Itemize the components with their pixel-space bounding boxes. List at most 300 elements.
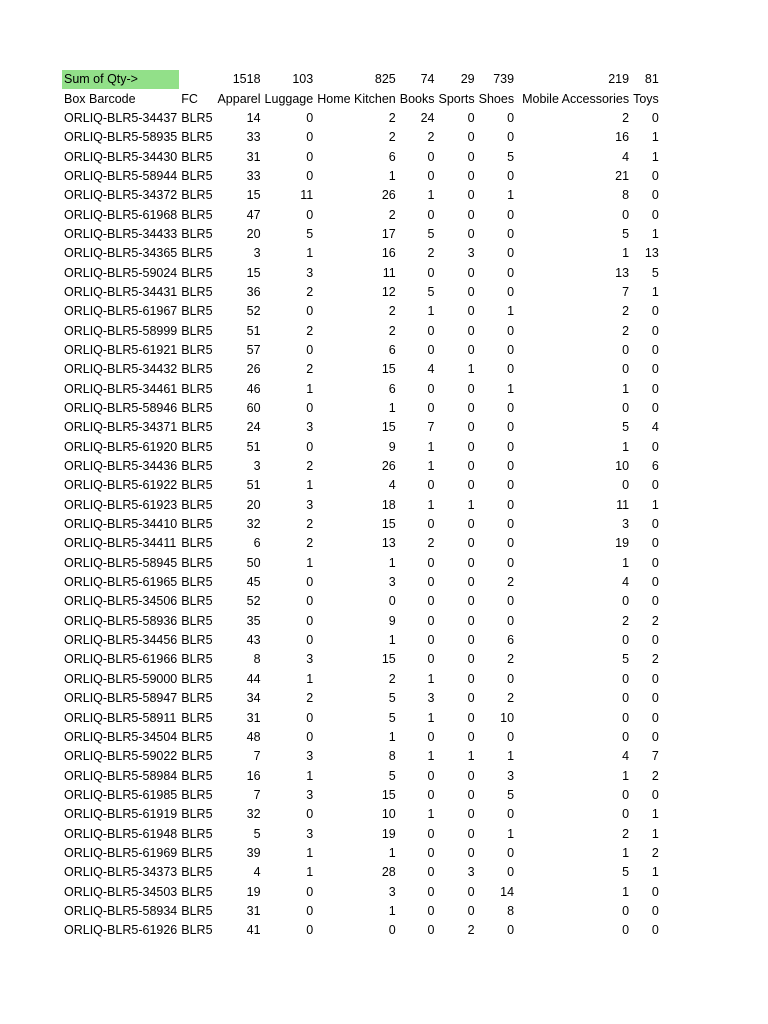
cell-apparel[interactable]: 7 [253, 787, 261, 802]
cell-home-kitchen[interactable]: 11 [382, 265, 396, 280]
cell-home-kitchen[interactable]: 10 [381, 807, 396, 822]
cell-mobile-accessories[interactable]: 5 [622, 865, 630, 880]
cell-toys[interactable]: 0 [651, 323, 659, 338]
cell-books[interactable]: 0 [427, 401, 435, 416]
cell-shoes[interactable]: 0 [507, 342, 515, 357]
cell-box-barcode[interactable]: ORLIQ-BLR5-34372 [64, 188, 178, 203]
cell-books[interactable]: 2 [427, 246, 435, 261]
cell-apparel[interactable]: 24 [246, 420, 261, 435]
cell-luggage[interactable]: 0 [306, 149, 314, 164]
cell-toys[interactable]: 1 [651, 807, 659, 822]
cell-mobile-accessories[interactable]: 1 [622, 555, 630, 570]
cell-fc[interactable]: BLR5 [181, 633, 213, 648]
cell-sports[interactable]: 0 [467, 226, 475, 241]
cell-fc[interactable]: BLR5 [181, 149, 213, 164]
cell-apparel[interactable]: 8 [253, 652, 261, 667]
cell-box-barcode[interactable]: ORLIQ-BLR5-61922 [64, 478, 178, 493]
cell-fc[interactable]: BLR5 [181, 517, 213, 532]
cell-box-barcode[interactable]: ORLIQ-BLR5-61948 [64, 826, 178, 841]
cell-box-barcode[interactable]: ORLIQ-BLR5-34365 [64, 246, 178, 261]
cell-home-kitchen[interactable]: 1 [388, 729, 396, 744]
cell-toys[interactable]: 2 [651, 845, 659, 860]
cell-fc[interactable]: BLR5 [181, 226, 213, 241]
cell-toys[interactable]: 6 [651, 459, 659, 474]
cell-fc[interactable]: BLR5 [181, 787, 213, 802]
header-books[interactable]: Books [399, 91, 435, 106]
cell-home-kitchen[interactable]: 0 [388, 594, 396, 609]
cell-home-kitchen[interactable]: 2 [388, 323, 396, 338]
cell-toys[interactable]: 2 [651, 652, 659, 667]
cell-shoes[interactable]: 0 [507, 226, 515, 241]
cell-shoes[interactable]: 10 [500, 710, 515, 725]
cell-fc[interactable]: BLR5 [181, 613, 213, 628]
cell-books[interactable]: 1 [427, 188, 435, 203]
cell-mobile-accessories[interactable]: 1 [622, 246, 630, 261]
cell-box-barcode[interactable]: ORLIQ-BLR5-58911 [64, 710, 177, 725]
cell-home-kitchen[interactable]: 1 [388, 845, 396, 860]
cell-luggage[interactable]: 2 [306, 284, 314, 299]
cell-luggage[interactable]: 0 [306, 304, 314, 319]
cell-luggage[interactable]: 1 [306, 381, 314, 396]
cell-fc[interactable]: BLR5 [181, 826, 213, 841]
cell-apparel[interactable]: 36 [246, 284, 261, 299]
cell-books[interactable]: 0 [427, 613, 435, 628]
cell-home-kitchen[interactable]: 5 [388, 768, 396, 783]
cell-shoes[interactable]: 3 [507, 768, 515, 783]
cell-home-kitchen[interactable]: 15 [381, 652, 396, 667]
total-luggage[interactable]: 103 [292, 72, 314, 87]
cell-luggage[interactable]: 2 [306, 517, 314, 532]
cell-shoes[interactable]: 0 [507, 536, 515, 551]
cell-luggage[interactable]: 0 [306, 439, 314, 454]
cell-box-barcode[interactable]: ORLIQ-BLR5-34456 [64, 633, 178, 648]
cell-toys[interactable]: 4 [651, 420, 659, 435]
cell-apparel[interactable]: 26 [246, 362, 261, 377]
cell-toys[interactable]: 0 [651, 923, 659, 938]
cell-shoes[interactable]: 1 [507, 749, 515, 764]
cell-mobile-accessories[interactable]: 0 [622, 594, 630, 609]
cell-luggage[interactable]: 2 [306, 536, 314, 551]
cell-shoes[interactable]: 0 [507, 130, 515, 145]
cell-box-barcode[interactable]: ORLIQ-BLR5-61965 [64, 575, 178, 590]
cell-box-barcode[interactable]: ORLIQ-BLR5-34411 [64, 536, 177, 551]
cell-shoes[interactable]: 0 [507, 284, 515, 299]
cell-luggage[interactable]: 0 [306, 729, 314, 744]
cell-books[interactable]: 0 [427, 575, 435, 590]
cell-books[interactable]: 0 [427, 923, 435, 938]
total-toys[interactable]: 81 [644, 72, 659, 87]
cell-home-kitchen[interactable]: 5 [388, 710, 396, 725]
cell-sports[interactable]: 0 [467, 381, 475, 396]
cell-fc[interactable]: BLR5 [181, 671, 213, 686]
cell-home-kitchen[interactable]: 1 [388, 903, 396, 918]
cell-apparel[interactable]: 51 [246, 323, 261, 338]
cell-sports[interactable]: 0 [467, 420, 475, 435]
cell-shoes[interactable]: 0 [507, 401, 515, 416]
total-home-kitchen[interactable]: 825 [374, 72, 396, 87]
cell-home-kitchen[interactable]: 9 [388, 439, 396, 454]
cell-books[interactable]: 0 [427, 594, 435, 609]
cell-sports[interactable]: 1 [467, 362, 475, 377]
cell-toys[interactable]: 1 [651, 826, 659, 841]
cell-shoes[interactable]: 2 [507, 691, 515, 706]
cell-box-barcode[interactable]: ORLIQ-BLR5-61920 [64, 439, 178, 454]
cell-toys[interactable]: 0 [651, 381, 659, 396]
cell-fc[interactable]: BLR5 [181, 420, 213, 435]
cell-apparel[interactable]: 52 [246, 304, 261, 319]
cell-home-kitchen[interactable]: 0 [388, 923, 396, 938]
cell-mobile-accessories[interactable]: 13 [615, 265, 630, 280]
header-sports[interactable]: Sports [438, 91, 475, 106]
cell-apparel[interactable]: 33 [246, 168, 261, 183]
cell-shoes[interactable]: 0 [507, 555, 515, 570]
cell-shoes[interactable]: 0 [507, 265, 515, 280]
cell-books[interactable]: 2 [427, 536, 435, 551]
cell-box-barcode[interactable]: ORLIQ-BLR5-61985 [64, 787, 178, 802]
cell-sports[interactable]: 0 [467, 729, 475, 744]
cell-home-kitchen[interactable]: 18 [381, 497, 396, 512]
cell-fc[interactable]: BLR5 [181, 246, 213, 261]
cell-shoes[interactable]: 8 [507, 903, 515, 918]
header-shoes[interactable]: Shoes [478, 91, 515, 106]
cell-sports[interactable]: 0 [467, 323, 475, 338]
cell-box-barcode[interactable]: ORLIQ-BLR5-34437 [64, 110, 178, 125]
cell-mobile-accessories[interactable]: 19 [615, 536, 630, 551]
cell-luggage[interactable]: 0 [306, 207, 314, 222]
cell-luggage[interactable]: 0 [306, 633, 314, 648]
cell-luggage[interactable]: 3 [306, 497, 314, 512]
cell-mobile-accessories[interactable]: 0 [622, 401, 630, 416]
cell-luggage[interactable]: 1 [306, 478, 314, 493]
cell-home-kitchen[interactable]: 1 [388, 633, 396, 648]
cell-books[interactable]: 1 [427, 807, 435, 822]
cell-toys[interactable]: 5 [651, 265, 659, 280]
cell-apparel[interactable]: 33 [246, 130, 261, 145]
cell-home-kitchen[interactable]: 19 [381, 826, 396, 841]
cell-sports[interactable]: 0 [467, 439, 475, 454]
cell-books[interactable]: 0 [427, 555, 435, 570]
cell-home-kitchen[interactable]: 8 [388, 749, 396, 764]
cell-fc[interactable]: BLR5 [181, 207, 213, 222]
cell-home-kitchen[interactable]: 2 [388, 671, 396, 686]
cell-sports[interactable]: 0 [467, 478, 475, 493]
cell-mobile-accessories[interactable]: 2 [622, 826, 630, 841]
cell-sports[interactable]: 0 [467, 517, 475, 532]
cell-luggage[interactable]: 3 [306, 826, 314, 841]
cell-shoes[interactable]: 14 [500, 884, 515, 899]
cell-mobile-accessories[interactable]: 16 [615, 130, 630, 145]
cell-box-barcode[interactable]: ORLIQ-BLR5-34410 [64, 517, 178, 532]
cell-toys[interactable]: 0 [651, 710, 659, 725]
cell-home-kitchen[interactable]: 6 [388, 342, 396, 357]
cell-box-barcode[interactable]: ORLIQ-BLR5-58934 [64, 903, 178, 918]
cell-luggage[interactable]: 3 [306, 787, 314, 802]
cell-apparel[interactable]: 16 [246, 768, 261, 783]
cell-apparel[interactable]: 3 [253, 459, 261, 474]
cell-home-kitchen[interactable]: 17 [381, 226, 396, 241]
cell-box-barcode[interactable]: ORLIQ-BLR5-61921 [64, 342, 178, 357]
cell-luggage[interactable]: 0 [306, 401, 314, 416]
cell-sports[interactable]: 1 [467, 749, 475, 764]
cell-shoes[interactable]: 0 [507, 729, 515, 744]
cell-shoes[interactable]: 1 [507, 304, 515, 319]
cell-box-barcode[interactable]: ORLIQ-BLR5-61926 [64, 923, 178, 938]
cell-luggage[interactable]: 1 [306, 671, 314, 686]
cell-shoes[interactable]: 0 [507, 671, 515, 686]
cell-toys[interactable]: 0 [651, 903, 659, 918]
cell-fc[interactable]: BLR5 [181, 729, 213, 744]
cell-toys[interactable]: 7 [651, 749, 659, 764]
cell-apparel[interactable]: 5 [253, 826, 261, 841]
cell-mobile-accessories[interactable]: 8 [622, 188, 630, 203]
cell-home-kitchen[interactable]: 4 [388, 478, 396, 493]
cell-sports[interactable]: 0 [467, 459, 475, 474]
cell-apparel[interactable]: 20 [246, 226, 261, 241]
cell-fc[interactable]: BLR5 [181, 497, 213, 512]
cell-sports[interactable]: 0 [467, 168, 475, 183]
cell-home-kitchen[interactable]: 26 [381, 459, 396, 474]
cell-apparel[interactable]: 43 [246, 633, 261, 648]
cell-fc[interactable]: BLR5 [181, 807, 213, 822]
cell-shoes[interactable]: 0 [507, 459, 515, 474]
cell-apparel[interactable]: 48 [246, 729, 261, 744]
cell-apparel[interactable]: 50 [246, 555, 261, 570]
cell-mobile-accessories[interactable]: 2 [622, 323, 630, 338]
total-apparel[interactable]: 1518 [232, 72, 261, 87]
cell-sports[interactable]: 1 [467, 497, 475, 512]
cell-apparel[interactable]: 15 [246, 188, 261, 203]
cell-sports[interactable]: 2 [467, 923, 475, 938]
cell-luggage[interactable]: 0 [306, 710, 314, 725]
cell-home-kitchen[interactable]: 2 [388, 110, 396, 125]
cell-toys[interactable]: 0 [651, 168, 659, 183]
cell-mobile-accessories[interactable]: 4 [622, 575, 630, 590]
header-mobile-accessories[interactable]: Mobile Accessories [522, 91, 630, 106]
cell-home-kitchen[interactable]: 9 [388, 613, 396, 628]
cell-mobile-accessories[interactable]: 0 [622, 691, 630, 706]
cell-fc[interactable]: BLR5 [181, 130, 213, 145]
cell-toys[interactable]: 1 [651, 130, 659, 145]
cell-books[interactable]: 0 [427, 633, 435, 648]
cell-fc[interactable]: BLR5 [181, 536, 213, 551]
cell-books[interactable]: 1 [427, 710, 435, 725]
cell-sports[interactable]: 0 [467, 671, 475, 686]
cell-mobile-accessories[interactable]: 4 [622, 749, 630, 764]
cell-luggage[interactable]: 1 [306, 246, 314, 261]
cell-books[interactable]: 0 [427, 865, 435, 880]
cell-toys[interactable]: 0 [651, 439, 659, 454]
cell-box-barcode[interactable]: ORLIQ-BLR5-59022 [64, 749, 178, 764]
cell-box-barcode[interactable]: ORLIQ-BLR5-58984 [64, 768, 178, 783]
cell-home-kitchen[interactable]: 2 [388, 304, 396, 319]
cell-toys[interactable]: 0 [651, 304, 659, 319]
cell-books[interactable]: 1 [427, 439, 435, 454]
cell-home-kitchen[interactable]: 12 [381, 284, 396, 299]
cell-box-barcode[interactable]: ORLIQ-BLR5-58944 [64, 168, 178, 183]
cell-luggage[interactable]: 2 [306, 459, 314, 474]
cell-box-barcode[interactable]: ORLIQ-BLR5-34433 [64, 226, 178, 241]
cell-shoes[interactable]: 0 [507, 168, 515, 183]
cell-sports[interactable]: 0 [467, 884, 475, 899]
cell-luggage[interactable]: 3 [306, 652, 314, 667]
cell-sports[interactable]: 0 [467, 401, 475, 416]
cell-sports[interactable]: 0 [467, 613, 475, 628]
cell-books[interactable]: 4 [427, 362, 435, 377]
cell-fc[interactable]: BLR5 [181, 652, 213, 667]
cell-shoes[interactable]: 0 [507, 497, 515, 512]
cell-sports[interactable]: 0 [467, 575, 475, 590]
cell-sports[interactable]: 0 [467, 826, 475, 841]
cell-sports[interactable]: 0 [467, 130, 475, 145]
cell-sports[interactable]: 0 [467, 304, 475, 319]
cell-shoes[interactable]: 0 [507, 807, 515, 822]
cell-home-kitchen[interactable]: 3 [388, 575, 396, 590]
cell-luggage[interactable]: 0 [306, 342, 314, 357]
cell-apparel[interactable]: 47 [246, 207, 261, 222]
cell-fc[interactable]: BLR5 [181, 865, 213, 880]
cell-toys[interactable]: 2 [651, 768, 659, 783]
cell-apparel[interactable]: 46 [246, 381, 261, 396]
cell-shoes[interactable]: 0 [507, 207, 515, 222]
cell-mobile-accessories[interactable]: 3 [622, 517, 630, 532]
cell-toys[interactable]: 0 [651, 342, 659, 357]
cell-fc[interactable]: BLR5 [181, 575, 213, 590]
cell-toys[interactable]: 0 [651, 401, 659, 416]
cell-mobile-accessories[interactable]: 0 [622, 671, 630, 686]
cell-sports[interactable]: 0 [467, 903, 475, 918]
cell-toys[interactable]: 0 [651, 787, 659, 802]
cell-box-barcode[interactable]: ORLIQ-BLR5-34504 [64, 729, 178, 744]
header-home-kitchen[interactable]: Home Kitchen [317, 91, 396, 106]
cell-toys[interactable]: 0 [651, 188, 659, 203]
cell-mobile-accessories[interactable]: 1 [622, 381, 630, 396]
cell-books[interactable]: 0 [427, 729, 435, 744]
cell-books[interactable]: 1 [427, 497, 435, 512]
cell-apparel[interactable]: 32 [246, 807, 261, 822]
cell-sports[interactable]: 0 [467, 110, 475, 125]
cell-luggage[interactable]: 2 [306, 362, 314, 377]
cell-home-kitchen[interactable]: 15 [381, 420, 396, 435]
cell-fc[interactable]: BLR5 [181, 381, 213, 396]
cell-home-kitchen[interactable]: 15 [381, 517, 396, 532]
cell-box-barcode[interactable]: ORLIQ-BLR5-58936 [64, 613, 178, 628]
cell-shoes[interactable]: 0 [507, 478, 515, 493]
cell-shoes[interactable]: 5 [507, 149, 515, 164]
cell-box-barcode[interactable]: ORLIQ-BLR5-34373 [64, 865, 178, 880]
cell-box-barcode[interactable]: ORLIQ-BLR5-61967 [64, 304, 178, 319]
cell-luggage[interactable]: 1 [306, 555, 314, 570]
cell-fc[interactable]: BLR5 [181, 401, 213, 416]
cell-luggage[interactable]: 0 [306, 903, 314, 918]
cell-shoes[interactable]: 5 [507, 787, 515, 802]
cell-box-barcode[interactable]: ORLIQ-BLR5-58947 [64, 691, 178, 706]
cell-apparel[interactable]: 45 [246, 575, 261, 590]
cell-home-kitchen[interactable]: 15 [381, 787, 396, 802]
total-books[interactable]: 74 [420, 72, 435, 87]
cell-toys[interactable]: 0 [651, 671, 659, 686]
cell-books[interactable]: 0 [427, 768, 435, 783]
cell-books[interactable]: 2 [427, 130, 435, 145]
cell-mobile-accessories[interactable]: 7 [622, 284, 630, 299]
cell-box-barcode[interactable]: ORLIQ-BLR5-59024 [64, 265, 178, 280]
cell-books[interactable]: 0 [427, 207, 435, 222]
cell-luggage[interactable]: 0 [306, 168, 314, 183]
cell-mobile-accessories[interactable]: 11 [616, 497, 630, 512]
cell-luggage[interactable]: 0 [306, 594, 314, 609]
cell-mobile-accessories[interactable]: 0 [622, 903, 630, 918]
cell-fc[interactable]: BLR5 [181, 923, 213, 938]
cell-books[interactable]: 0 [427, 478, 435, 493]
cell-mobile-accessories[interactable]: 21 [615, 168, 630, 183]
cell-toys[interactable]: 0 [651, 555, 659, 570]
cell-luggage[interactable]: 1 [306, 768, 314, 783]
cell-sports[interactable]: 0 [467, 265, 475, 280]
cell-fc[interactable]: BLR5 [181, 478, 213, 493]
cell-toys[interactable]: 0 [651, 594, 659, 609]
cell-mobile-accessories[interactable]: 0 [622, 807, 630, 822]
cell-home-kitchen[interactable]: 15 [381, 362, 396, 377]
cell-shoes[interactable]: 0 [507, 517, 515, 532]
cell-home-kitchen[interactable]: 1 [388, 168, 396, 183]
cell-luggage[interactable]: 0 [306, 807, 314, 822]
cell-toys[interactable]: 0 [651, 575, 659, 590]
total-shoes[interactable]: 739 [493, 72, 515, 87]
cell-shoes[interactable]: 0 [507, 362, 515, 377]
cell-fc[interactable]: BLR5 [181, 188, 213, 203]
cell-toys[interactable]: 0 [651, 884, 659, 899]
cell-sports[interactable]: 0 [467, 787, 475, 802]
cell-books[interactable]: 0 [427, 342, 435, 357]
cell-luggage[interactable]: 0 [306, 130, 314, 145]
cell-sports[interactable]: 0 [467, 768, 475, 783]
cell-apparel[interactable]: 35 [246, 613, 261, 628]
cell-luggage[interactable]: 0 [306, 110, 314, 125]
cell-apparel[interactable]: 3 [253, 246, 261, 261]
cell-mobile-accessories[interactable]: 0 [622, 478, 630, 493]
cell-toys[interactable]: 0 [651, 362, 659, 377]
cell-fc[interactable]: BLR5 [181, 110, 213, 125]
cell-box-barcode[interactable]: ORLIQ-BLR5-34436 [64, 459, 178, 474]
cell-box-barcode[interactable]: ORLIQ-BLR5-34371 [64, 420, 178, 435]
header-box-barcode[interactable]: Box Barcode [64, 91, 136, 106]
cell-mobile-accessories[interactable]: 5 [622, 652, 630, 667]
cell-box-barcode[interactable]: ORLIQ-BLR5-61968 [64, 207, 178, 222]
cell-books[interactable]: 0 [427, 787, 435, 802]
cell-toys[interactable]: 1 [651, 149, 659, 164]
cell-sports[interactable]: 0 [467, 807, 475, 822]
cell-books[interactable]: 1 [427, 304, 435, 319]
cell-home-kitchen[interactable]: 26 [381, 188, 396, 203]
cell-books[interactable]: 1 [427, 459, 435, 474]
cell-sports[interactable]: 0 [467, 594, 475, 609]
cell-mobile-accessories[interactable]: 2 [622, 613, 630, 628]
cell-home-kitchen[interactable]: 28 [381, 865, 396, 880]
cell-toys[interactable]: 1 [651, 497, 659, 512]
header-apparel[interactable]: Apparel [217, 91, 261, 106]
cell-box-barcode[interactable]: ORLIQ-BLR5-61923 [64, 497, 178, 512]
cell-mobile-accessories[interactable]: 0 [622, 729, 630, 744]
cell-toys[interactable]: 13 [644, 246, 659, 261]
cell-books[interactable]: 0 [427, 168, 435, 183]
cell-books[interactable]: 0 [427, 517, 435, 532]
cell-apparel[interactable]: 52 [246, 594, 261, 609]
cell-shoes[interactable]: 0 [507, 246, 515, 261]
cell-box-barcode[interactable]: ORLIQ-BLR5-34431 [64, 284, 178, 299]
cell-box-barcode[interactable]: ORLIQ-BLR5-34461 [64, 381, 178, 396]
cell-apparel[interactable]: 57 [246, 342, 261, 357]
cell-mobile-accessories[interactable]: 0 [622, 923, 630, 938]
cell-mobile-accessories[interactable]: 4 [622, 149, 630, 164]
